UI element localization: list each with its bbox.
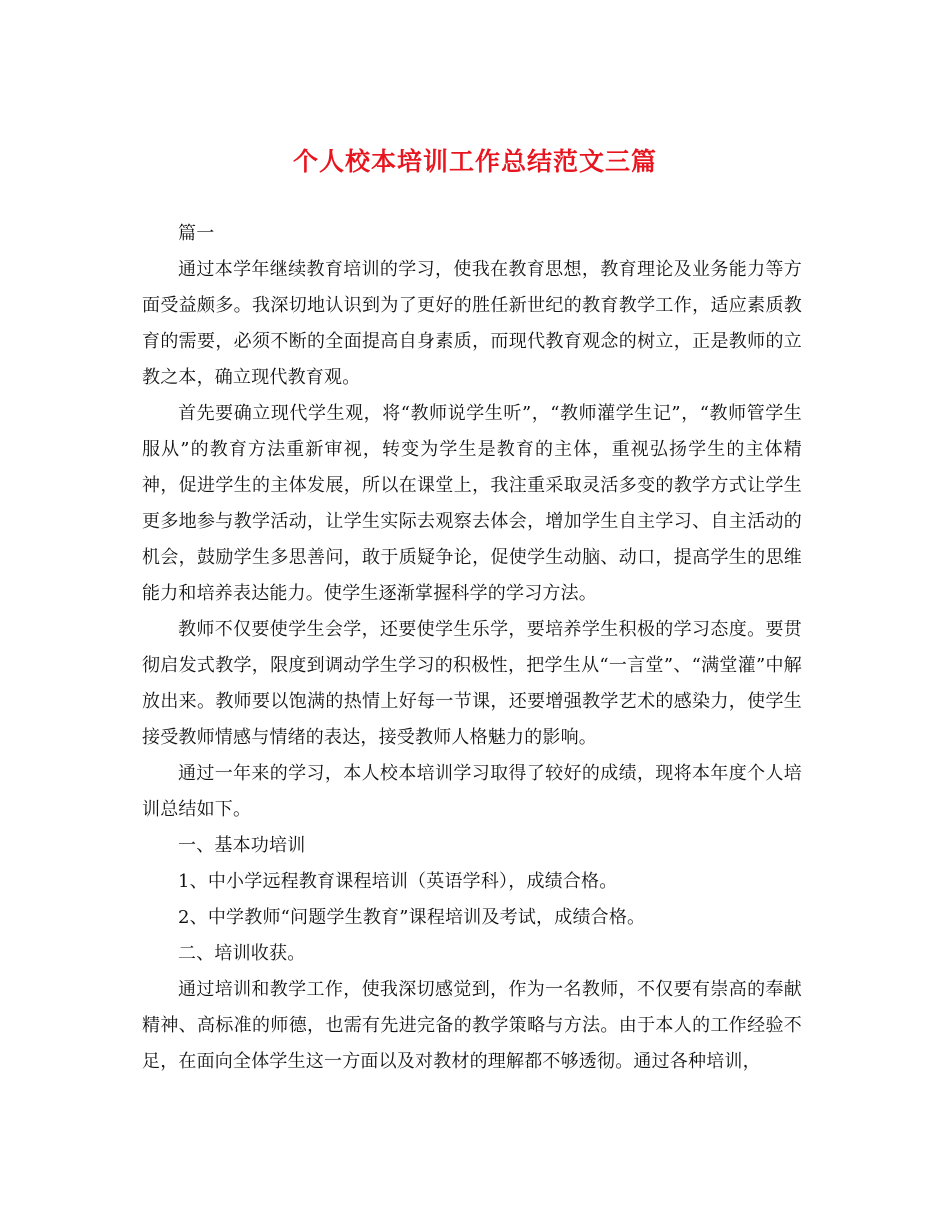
section-heading: 篇一 bbox=[178, 223, 215, 244]
paragraph: 教师不仅要使学生会学，还要使学生乐学，要培养学生积极的学习态度。要贯彻启发式教学，限度到调动学生学习的积极性，把学生从“一言堂”、“满堂灌”中解放出来。教师要以饱满的热情上好每一节课，还要增强教学艺术的感染力，使学生接受教师情感与情绪的表达，接受教师人格魅力的影响。 bbox=[142, 619, 802, 748]
subsection-heading: 二、培训收获。 bbox=[178, 943, 306, 964]
subsection-heading: 一、基本功培训 bbox=[178, 835, 306, 856]
list-item: 2、中学教师“问题学生教育”课程培训及考试，成绩合格。 bbox=[178, 907, 646, 928]
list-item: 1、中小学远程教育课程培训（英语学科），成绩合格。 bbox=[178, 871, 618, 892]
document-body bbox=[142, 216, 802, 1080]
paragraph: 通过本学年继续教育培训的学习，使我在教育思想，教育理论及业务能力等方面受益颇多。我深切地认识到为了更好的胜任新世纪的教育教学工作，适应素质教育的需要，必须不断的全面提高自身素质，而现代教育观念的树立，正是教师的立教之本，确立现代教育观。 bbox=[142, 259, 802, 388]
document-title: 个人校本培训工作总结范文三篇 bbox=[292, 147, 657, 176]
paragraph: 通过培训和教学工作，使我深切感觉到，作为一名教师，不仅要有崇高的奉献精神、高标准的师德，也需有先进完备的教学策略与方法。由于本人的工作经验不足，在面向全体学生这一方面以及对教材的理解都不够透彻。通过各种培训， bbox=[142, 979, 802, 1072]
paragraph: 通过一年来的学习，本人校本培训学习取得了较好的成绩，现将本年度个人培训总结如下。 bbox=[142, 763, 802, 820]
paragraph: 首先要确立现代学生观，将“教师说学生听”，“教师灌学生记”，“教师管学生服从”的教育方法重新审视，转变为学生是教育的主体，重视弘扬学生的主体精神，促进学生的主体发展，所以在课堂上，我注重采取灵活多变的教学方式让学生更多地参与教学活动，让学生实际去观察去体会，增加学生自主学习、自主活动的机会，鼓励学生多思善问，敢于质疑争论，促使学生动脑、动口，提高学生的思维能力和培养表达能力。使学生逐渐掌握科学的学习方法。 bbox=[142, 403, 802, 604]
